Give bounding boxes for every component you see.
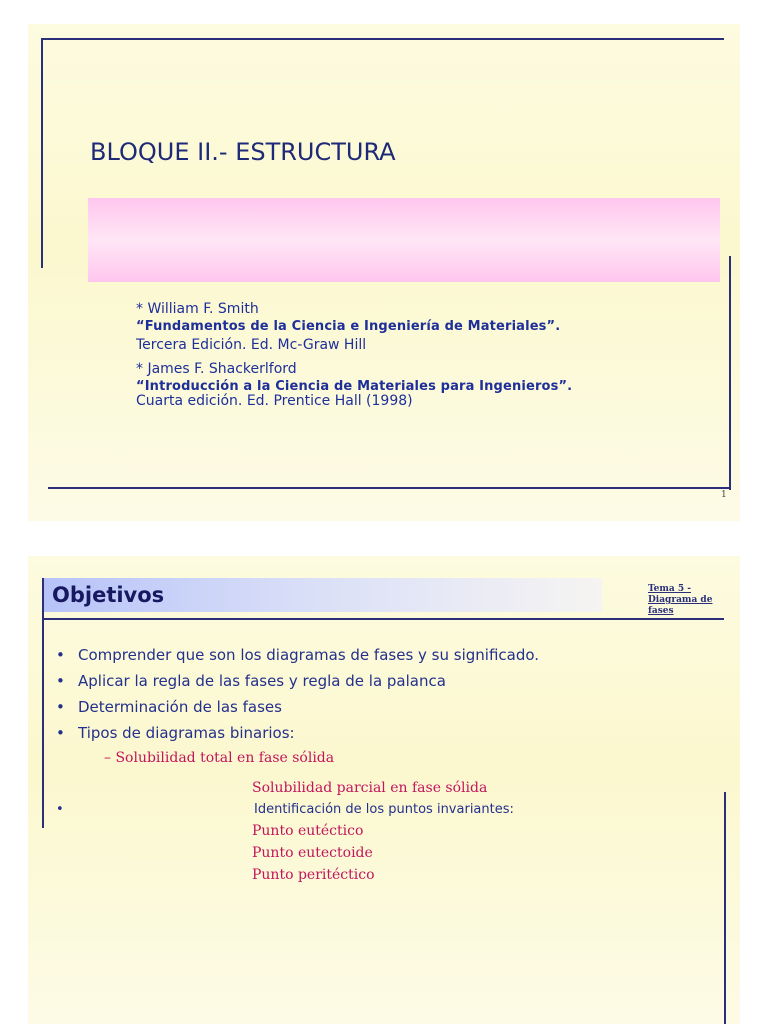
reference-author: * James F. Shackerlford [136, 361, 297, 377]
list-item: • Determinación de las fases [56, 698, 282, 716]
left-rule [42, 578, 44, 828]
slide-2 [28, 556, 740, 1024]
slide-title: Objetivos [52, 583, 165, 607]
reference-author: * William F. Smith [136, 301, 259, 317]
right-rule [729, 256, 731, 490]
left-rule [41, 38, 43, 268]
list-item: • Comprender que son los diagramas de fases y su significado. [56, 646, 540, 664]
bottom-rule [48, 487, 731, 489]
top-rule [42, 38, 724, 40]
sub-item: Punto eutéctico [252, 823, 364, 839]
reference-edition: Cuarta edición. Ed. Prentice Hall (1998) [136, 393, 413, 409]
bullet-icon: • [56, 802, 64, 817]
objectives-list [54, 646, 654, 750]
list-item: • Tipos de diagramas binarios: [56, 724, 295, 742]
right-rule [724, 792, 726, 1024]
references [136, 300, 636, 410]
pink-banner [88, 198, 720, 282]
page-number: 1 [721, 490, 727, 500]
sub-item-heading: Identificación de los puntos invariantes: [254, 802, 514, 817]
reference-book: “Introducción a la Ciencia de Materiales para Ingenieros”. [136, 379, 573, 394]
bullet-icon: • [56, 672, 65, 690]
sub-item: – Solubilidad total en fase sólida [104, 750, 335, 766]
sub-item: Punto eutectoide [252, 845, 373, 861]
sub-item: Punto peritéctico [252, 867, 375, 883]
bullet-icon: • [56, 646, 65, 664]
top-rule [42, 618, 724, 620]
slide-1 [28, 24, 740, 521]
reference-edition: Tercera Edición. Ed. Mc-Graw Hill [136, 337, 367, 353]
list-item: • Aplicar la regla de las fases y regla de la palanca [56, 672, 446, 690]
bullet-icon: • [56, 724, 65, 742]
topic-tag-link[interactable]: Tema 5 -Diagrama de fases [648, 584, 713, 616]
sub-item: Solubilidad parcial en fase sólida [252, 780, 488, 796]
slide-title: BLOQUE II.- ESTRUCTURA [90, 138, 396, 166]
bullet-icon: • [56, 698, 65, 716]
reference-book: “Fundamentos de la Ciencia e Ingeniería de Materiales”. [136, 319, 561, 334]
